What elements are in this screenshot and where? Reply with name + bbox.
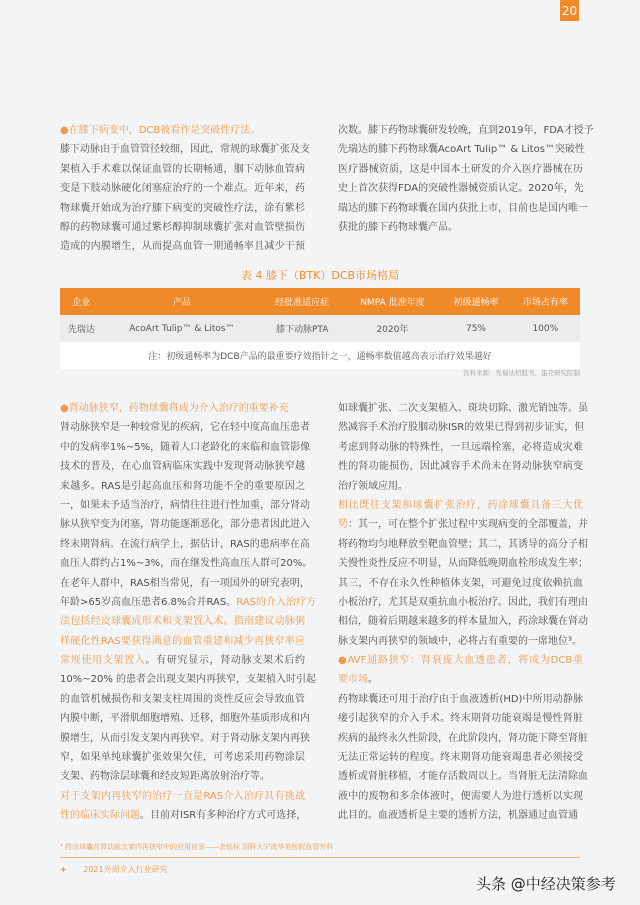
text-line	[60, 554, 313, 573]
text-line	[60, 237, 305, 256]
table-cell: 先瑞达	[60, 315, 103, 342]
text-line	[338, 729, 588, 748]
body-text: 终末期肾病。在流行病学上，据估计，RAS的患病率在高	[60, 538, 310, 550]
body-text: 在老年人群中，RAS相当常见，有一项国外的研究表明，	[60, 577, 310, 589]
body-text: 。	[368, 674, 378, 686]
text-line	[338, 574, 583, 593]
plus-icon: +	[60, 865, 67, 874]
body-text: 考虑到肾动脉的特殊性，一旦远端栓塞，必将造成灾难	[338, 441, 583, 453]
text-line	[338, 477, 583, 496]
body-text: 的血管机械损伤和支架支柱周围的炎性反应会导致血管	[60, 693, 305, 705]
body-text: 来越多。RAS是引起高血压和肾功能不全的重要原因之	[60, 480, 305, 492]
text-line	[338, 593, 588, 612]
table-title: 表 4 膝下（BTK）DCB市场格局	[240, 269, 400, 282]
body-text: 架植入手术难以保证血管的长期畅通，腘下动脉血管病	[60, 163, 305, 175]
body-text: 透析或肾脏移植，才能存活数周以上。当肾脏无法清除血	[338, 771, 588, 783]
text-line	[338, 496, 583, 515]
highlighted-text: 要市场	[338, 674, 368, 686]
highlighted-text: 常规使用支架置入	[60, 655, 146, 667]
text-line	[60, 729, 310, 748]
body-text: 关慢性炎性反应不明显，从而降低晚期血栓形成发生率；	[338, 558, 588, 570]
body-text: 中的发病率1%~5%，随着人口老龄化的来临和血管影像	[60, 441, 311, 453]
text-line	[338, 787, 583, 806]
highlighted-text: 相比既往支架和球囊扩张治疗，药涂球囊具备三大优	[338, 499, 583, 511]
right-column-top	[338, 121, 594, 237]
body-text: 次数。膝下药物球囊研发较晚，直到2019年，FDA才授予	[338, 125, 594, 136]
body-text: 脉从狭窄变为闭塞，肾功能逐渐恶化，部分患者因此进入	[60, 519, 310, 531]
highlighted-text: 势	[338, 519, 348, 531]
text-line	[338, 554, 588, 573]
text-line	[60, 806, 305, 825]
text-line	[338, 457, 583, 476]
body-text: 支架、药物涂层球囊和经皮短距离放射治疗等。	[60, 771, 270, 783]
text-line	[60, 477, 305, 496]
body-text: 药物球囊还可用于治疗由于血液透析(HD)中所用动静脉	[338, 693, 583, 705]
table-source: 资料来源：先瑞达招股书，蛋壳研究院制	[463, 369, 580, 377]
table-cell: 75%	[441, 315, 510, 342]
text-line	[60, 767, 305, 786]
left-column-top	[60, 121, 310, 257]
body-text: 年龄>65岁高血压患者6.8%合并RAS。	[60, 596, 237, 608]
body-text: 内膜中断，平滑肌细胞增殖、迁移，细胞外基质形成和内	[60, 713, 310, 725]
text-line	[338, 670, 583, 689]
text-line	[60, 438, 311, 457]
table-cell: 100%	[511, 315, 580, 342]
body-text: 性的肾功能损伤，因此减容手术尚未在肾动脉狭窄病变	[338, 461, 583, 473]
market-table	[60, 288, 580, 369]
text-line	[60, 651, 305, 670]
highlighted-text: 样硬化性RAS要获得满意的血管重建和减少再狭窄率应	[60, 635, 305, 647]
body-text: 小板治疗，尤其是双重抗血小板治疗。因此，我们有理由	[338, 596, 588, 608]
footer-text: 2021外周介入行业研究	[83, 865, 168, 874]
text-line	[338, 515, 588, 534]
table-note: 注：初级通畅率为DCB产品的最重要疗效指针之一，通畅率数值越高表示治疗效果越好	[60, 342, 580, 369]
body-text: 此目的。血液透析是主要的透析方法，机器通过血管通	[338, 810, 578, 822]
text-line	[60, 399, 305, 418]
left-column-bottom	[60, 399, 317, 826]
body-text: 相信，随着后期越来越多的样本量加入，药涂球囊在肾动	[338, 616, 588, 628]
text-line	[60, 632, 305, 651]
body-text: 瘘引起狭窄的介入手术。终末期肾功能衰竭是慢性肾脏	[338, 713, 583, 725]
text-line	[338, 179, 583, 198]
text-line	[338, 140, 583, 159]
text-line	[338, 806, 583, 825]
text-line	[338, 535, 588, 554]
body-text: 一，如果未予适当治疗，病情往往进行性加重，部分肾动	[60, 499, 310, 511]
table-row	[60, 315, 580, 342]
body-text: 然减容手术治疗股腘动脉ISR的效果已得到初步证实，但	[338, 422, 585, 434]
body-text: 变是下肢动脉硬化闭塞症治疗的一个难点。近年来，药	[60, 183, 305, 195]
body-text: 物球囊开始成为治疗膝下病变的突破性疗法，涂有紫杉	[60, 202, 305, 214]
body-text: 脉支架内再狭窄的领域中，必将占有重要的一席地位³。	[338, 635, 583, 647]
watermark: 头条 @中经决策参考	[476, 875, 616, 893]
body-text: 血压人群约占1%~3%，而在继发性高血压人群可20%。	[60, 558, 313, 570]
body-text: 膝下动脉由于血管管径较细，因此，常规的球囊扩张及支	[60, 144, 310, 156]
highlighted-text: RAS的介入治疗方	[236, 596, 316, 608]
text-line	[60, 457, 305, 476]
table-header: 产品	[103, 288, 261, 315]
text-line	[60, 574, 310, 593]
body-text: 膜增生，从而引发支架内再狭窄。对于肾动脉支架内再狭	[60, 732, 310, 744]
text-line	[338, 199, 588, 218]
text-line	[60, 515, 310, 534]
body-text: 造成的内膜增生，从而提高血管一期通畅率且减少干预	[60, 241, 305, 253]
table-note-row	[60, 342, 580, 369]
body-text: 10%~20% 的患者会出现支架内再狭窄，支架植入时引起	[60, 674, 317, 686]
highlighted-text: ●在膝下病变中，DCB被看作是突破性疗法。	[60, 125, 261, 136]
body-text: 治疗领域应用。	[338, 480, 408, 492]
table-cell: 2020年	[343, 315, 441, 342]
text-line	[60, 709, 310, 728]
text-line	[338, 709, 583, 728]
text-line	[60, 179, 305, 198]
body-text: 技术的普及，在心血管病临床实践中发现肾动脉狭窄越	[60, 461, 305, 473]
text-line	[60, 218, 305, 237]
text-line	[338, 399, 588, 418]
text-line	[338, 218, 583, 237]
text-line	[60, 199, 305, 218]
text-line	[60, 690, 305, 709]
text-line	[60, 593, 316, 612]
text-line	[338, 418, 583, 437]
highlighted-text: ●肾动脉狭窄，药物球囊将成为介入治疗的重要补充	[60, 403, 289, 414]
body-text: ：其一，可在整个扩张过程中实现病变的全部覆盖，并	[348, 519, 588, 531]
text-line	[60, 418, 310, 437]
highlighted-text: 性的临床实际问题	[60, 810, 140, 822]
text-line	[60, 496, 310, 515]
text-line	[338, 767, 588, 786]
body-text: 史上首次获得FDA的突破性器械资质认定。2020年，先	[338, 183, 584, 195]
text-line	[338, 690, 583, 709]
text-line	[60, 160, 305, 179]
body-text: 。目前对ISR有多种治疗方式可选择，	[140, 810, 307, 822]
text-line	[338, 160, 583, 179]
table-header: 市场占有率	[511, 288, 580, 315]
text-line	[338, 748, 583, 767]
body-text: 先瑞达的膝下药物球囊AcoArt Tulip™ & Litos™突破性	[338, 144, 585, 156]
body-text: 肾动脉狭窄是一种较常见的疾病，它在轻中度高血压患者	[60, 422, 310, 434]
table-header: 企业	[60, 288, 103, 315]
text-line	[60, 535, 310, 554]
table-header: NMPA 批准年度	[343, 288, 441, 315]
body-text: 液中的废物和多余体液时，便需要人为进行透析以实现	[338, 790, 583, 802]
body-text: 医疗器械资质，这是中国本土研发的介入医疗器械在历	[338, 163, 583, 175]
table-header-row	[60, 288, 580, 315]
body-text: 获批的膝下药物球囊产品。	[338, 221, 458, 233]
table-cell: 膝下动脉PTA	[261, 315, 344, 342]
highlighted-text: 法包括经皮球囊成形术和支架置入术。指南建议动脉粥	[60, 616, 305, 628]
text-line	[338, 438, 583, 457]
body-text: 无法正常运转的程度。终末期肾功能衰竭患者必须接受	[338, 752, 583, 764]
text-line	[338, 612, 588, 631]
body-text: 瑞达的膝下药物球囊在国内获批上市，目前也是国内唯一	[338, 202, 588, 214]
table-cell: AcoArt Tulip™ & Litos™	[103, 315, 261, 342]
body-text: 窄，如果单纯球囊扩张效果欠佳，可考虑采用药物涂层	[60, 752, 305, 764]
text-line	[60, 121, 305, 140]
body-text: 将药物均匀地释放至靶血管壁；其二，其诱导的高分子相	[338, 538, 588, 550]
table-header: 经批准适应症	[261, 288, 344, 315]
table-header: 初级通畅率	[441, 288, 510, 315]
footer	[60, 864, 168, 875]
body-text: 如球囊扩张、二次支架植入、斑块切除、激光销蚀等。虽	[338, 403, 588, 414]
footer-divider	[60, 857, 580, 858]
text-line	[60, 670, 317, 689]
text-line	[338, 632, 583, 651]
highlighted-text: 对于支架内再狭窄的治疗一直是RAS介入治疗具有挑战	[60, 790, 305, 802]
text-line	[60, 748, 305, 767]
text-line	[338, 651, 583, 670]
right-column-bottom	[338, 399, 588, 826]
footnote: ³ 药涂球囊在肾动脉支架内再狭窄中的应用前景——余钻标 国科大宁波华美医院血管外科	[60, 843, 334, 851]
body-text: 其三，不存在永久性种植体支架，可避免过度依赖抗血	[338, 577, 583, 589]
text-line	[60, 612, 305, 631]
page-number: 20	[560, 0, 579, 21]
highlighted-text: ●AVF通路狭窄：肾衰庞大血透患者，将成为DCB重	[338, 655, 583, 667]
text-line	[60, 140, 310, 159]
text-line	[338, 121, 594, 140]
body-text: 醇的药物球囊可通过紫杉醇抑制球囊扩张对血管壁损伤	[60, 221, 305, 233]
body-text: 疾病的最终永久性阶段，在此阶段内，肾功能下降至肾脏	[338, 732, 588, 744]
body-text: 。有研究显示，肾动脉支架术后约	[145, 655, 306, 667]
text-line	[60, 787, 305, 806]
